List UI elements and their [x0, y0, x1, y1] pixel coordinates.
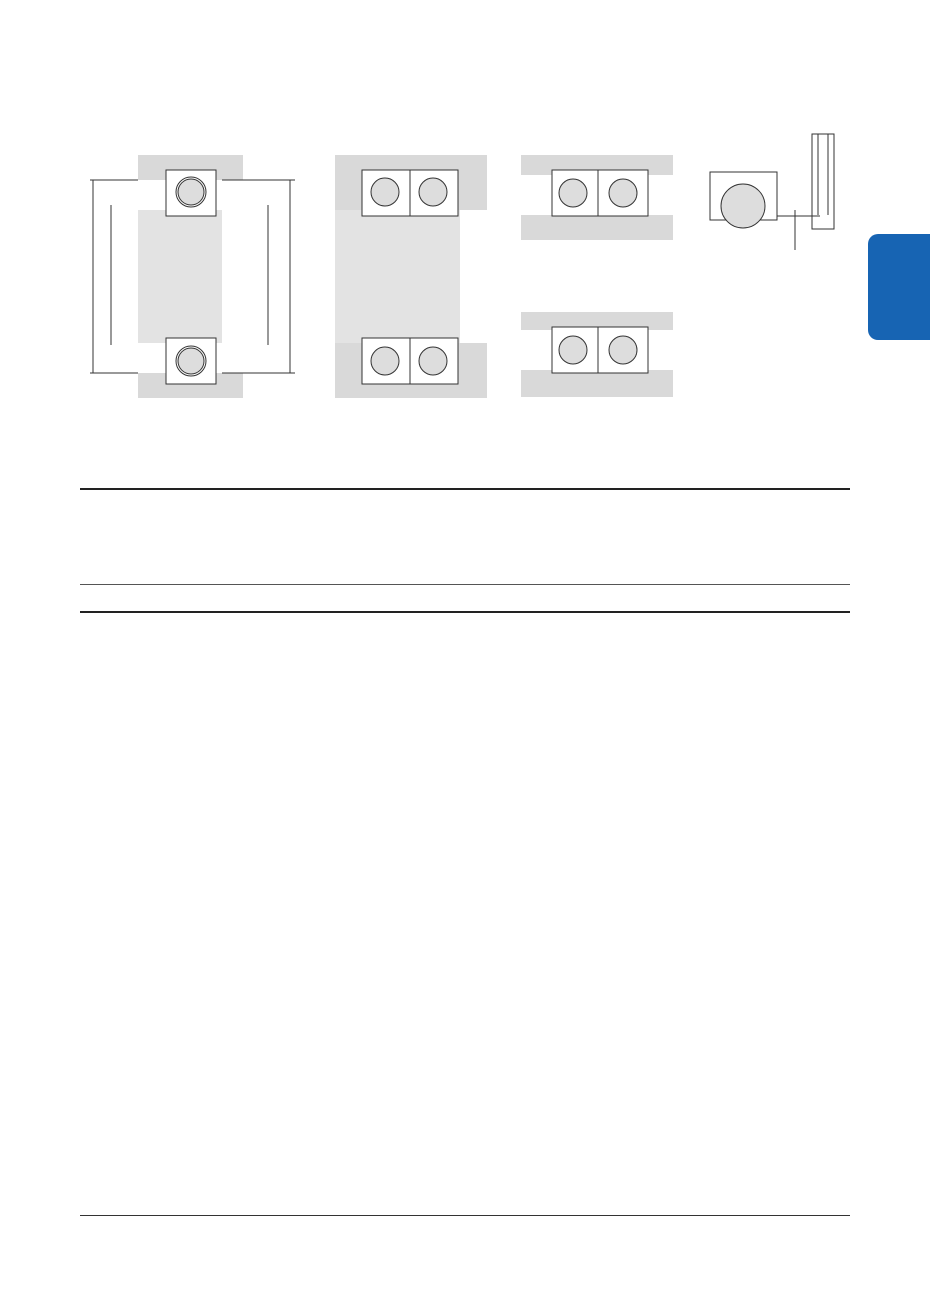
drawing-single-bearing: [90, 155, 295, 398]
table-top-rule: [80, 488, 850, 490]
drawing-tandem-bottom: [521, 312, 673, 397]
section-tab: [868, 234, 930, 340]
bearing-drawings: [80, 130, 870, 420]
drawing-tandem-top: [521, 155, 673, 240]
footnote-rule: [80, 1215, 850, 1216]
units-rule: [80, 584, 850, 585]
drawing-lubrication-nozzle: [710, 134, 834, 250]
drawing-bearing-pair: [335, 155, 487, 398]
header-bottom-rule: [80, 611, 850, 613]
